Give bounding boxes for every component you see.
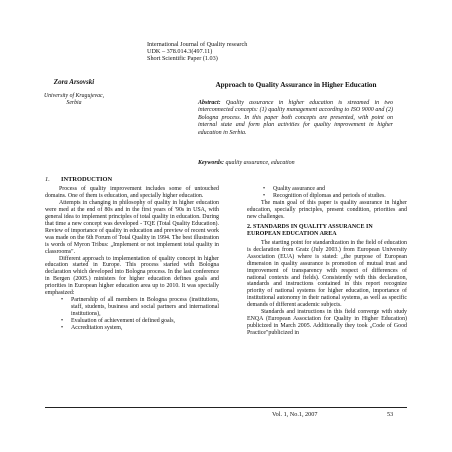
paragraph: The main goal of this paper is quality assurance in higher education, specially principles, present condition, priorities and new challenges. <box>247 199 407 220</box>
paragraph: Process of quality improvement includes some of untouched domains. One of them is education, and specially higher education. <box>45 186 219 199</box>
journal-name: International Journal of Quality research <box>147 41 248 48</box>
list-item: • Evaluation of achievement of defined goals, <box>61 318 219 325</box>
section-1-number: 1. <box>45 176 50 183</box>
udk-code: UDK – 378.014.3(497.11) <box>147 48 213 56</box>
author-block <box>0 78 148 107</box>
list-item: • Quality assurance and <box>263 186 407 193</box>
footer-rule <box>45 407 407 408</box>
paragraph: Different approach to implementation of quality concept in higher education started in Europe. This process started with Bologna declaration which developed into Bologna process. In the last conference in Bergen (2005.) ministers for higher education defines goals and priorities in European higher education area up to 2010. It was specially emphasized: <box>45 255 219 297</box>
paper-title: Approach to Quality Assurance in Higher Education <box>215 81 377 89</box>
list-item: • Recognition of diplomas and periods of studies. <box>263 193 407 200</box>
left-column <box>45 186 219 332</box>
abstract <box>198 100 393 137</box>
paragraph: The starting point for standardization in the field of education is declaration from Gratz (July 2003.) from European University Association (EUA) where is stated: „the purpose of European dimension in quality assurance is promotion of mutual trust and improvement of transparency with respect of differences of national contexts and fields). Consistently with this declaration, standards and instructions contained in this report recognize priority of national systems for higher education, importance of institutional autonomy in their national systems, as well as specific demands of different academic subjects. <box>247 239 407 309</box>
abstract-label: Abstract: <box>198 100 221 106</box>
page-number: 53 <box>387 411 394 418</box>
section-2-heading: 2. STANDARDS IN QUALITY ASSURANCE IN EUROPEAN EDUCATION AREA <box>247 223 373 237</box>
paper-type: Short Scientific Paper (1.03) <box>147 55 218 63</box>
section-1-title: INTRODUCTION <box>61 176 113 183</box>
paragraph: Standards and instructions in this field converge with study ENQA (European Association for Quality in Higher Education) publicized in March 2005. Additionally they took „Code of Good Practice"publicized in <box>247 309 407 337</box>
list-item: • Accreditation system, <box>61 325 219 332</box>
bullet-list <box>45 297 219 332</box>
author-affiliation <box>0 93 148 107</box>
section-1-heading <box>45 176 112 183</box>
header-meta <box>147 41 247 63</box>
keywords <box>198 160 393 167</box>
abstract-text: Quality assurance in higher education is streamed in two interconnected concepts: (1) quality management according to ISO 9000 and (2) Bologna process. In this paper both concepts are presented, with point on internal state and form plan activities for quality improvement in higher education in Serbia. <box>198 100 393 136</box>
list-item: • Partnership of all members in Bologna process (institutions, staff, students, business and social partners and international institutions), <box>61 297 219 318</box>
footer-volume: Vol. 1, No.1, 2007 <box>272 411 318 418</box>
affiliation-line-2: Serbia <box>66 100 82 106</box>
keywords-text: quality assurance, education <box>224 160 295 166</box>
right-column <box>247 186 407 337</box>
bullet-list <box>247 186 407 200</box>
keywords-label: Keywords: <box>198 160 224 166</box>
paragraph: Attempts in changing in philosophy of quality in higher education were med at the end of 80s and in the first years of '90s in USA, with general idea to implement principles of total quality in education. During that time a new concept was developed - TQE (Total Quality Education). Review of importance of quality in education and preview of recent work was made on the 6th Forum of Total Quality in 1994. The best illustration is words of Myron Tribus: „Implement or not implement total quality in classrooms". <box>45 199 219 255</box>
affiliation-line-1: University of Kragujevac, <box>43 93 105 99</box>
author-name: Zora Arsovski <box>53 78 95 86</box>
